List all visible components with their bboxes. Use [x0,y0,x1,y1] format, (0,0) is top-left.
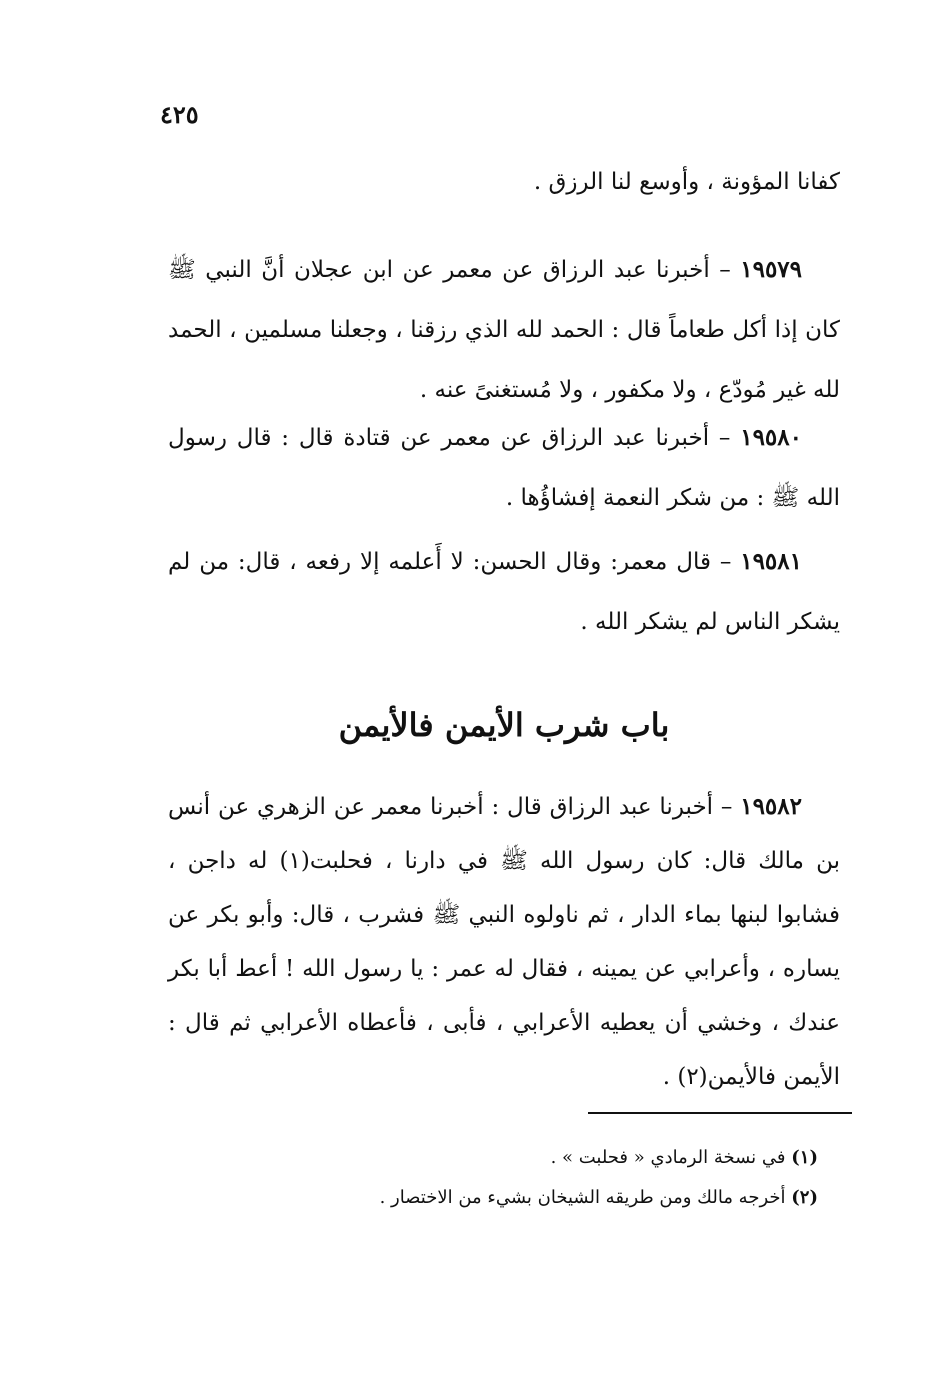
footnotes [300,1138,818,1218]
continuation-line: كفانا المؤونة ، وأوسع لنا الرزق . [533,169,840,195]
hadith-text: – أخبرنا عبد الرزاق عن معمر عن ابن عجلان أنَّ النبي ﷺ كان إذا أكل طعاماً قال : الحمد لله الذي رزقنا ، وجعلنا مسلمين ، الحمد لله غير مُودّع ، ولا مكفور ، ولا مُستغنىً عنه . [168,257,840,403]
footnote-text: في نسخة الرمادي « فحلبت » . [550,1147,786,1168]
footnote-divider [588,1112,852,1114]
hadith-text: – أخبرنا عبد الرزاق قال : أخبرنا معمر عن الزهري عن أنس بن مالك قال: كان رسول الله ﷺ في دارنا ، فحلبت(١) له داجن ، فشابوا لبنها بماء الدار ، ثم ناولوه النبي ﷺ فشرب ، قال: وأبو بكر عن يساره ، وأعرابي عن يمينه ، فقال له عمر : يا رسول الله ! أعط أبا بكر عندك ، وخشي أن يعطيه الأعرابي ، فأبى ، فأعطاه الأعرابي ثم قال : الأيمن فالأيمن(٢) . [168,794,840,1090]
footnote-2 [300,1178,818,1218]
hadith-number: ١٩٥٨١ [740,548,802,575]
chapter-title: باب شرب الأيمن فالأيمن [338,706,670,744]
footnote-number: (١) [791,1147,818,1168]
footnote-number: (٢) [791,1187,818,1208]
hadith-19579 [168,240,840,420]
hadith-text: – أخبرنا عبد الرزاق عن معمر عن قتادة قال : قال رسول الله ﷺ : من شكر النعمة إفشاؤُها . [168,425,840,511]
hadith-19580 [168,408,840,528]
hadith-19581 [168,532,840,652]
footnote-1 [300,1138,818,1178]
hadith-number: ١٩٥٨٠ [740,424,802,451]
hadith-number: ١٩٥٧٩ [740,256,803,283]
page-number: ٤٢٥ [160,100,199,129]
hadith-text: – قال معمر: وقال الحسن: لا أَعلمه إلا رفعه ، قال: من لم يشكر الناس لم يشكر الله . [168,549,840,635]
hadith-19582 [168,780,840,1104]
continuation-text [168,152,840,212]
footnote-text: أخرجه مالك ومن طريقه الشيخان بشيء من الاختصار . [379,1187,786,1208]
hadith-number: ١٩٥٨٢ [740,793,802,820]
